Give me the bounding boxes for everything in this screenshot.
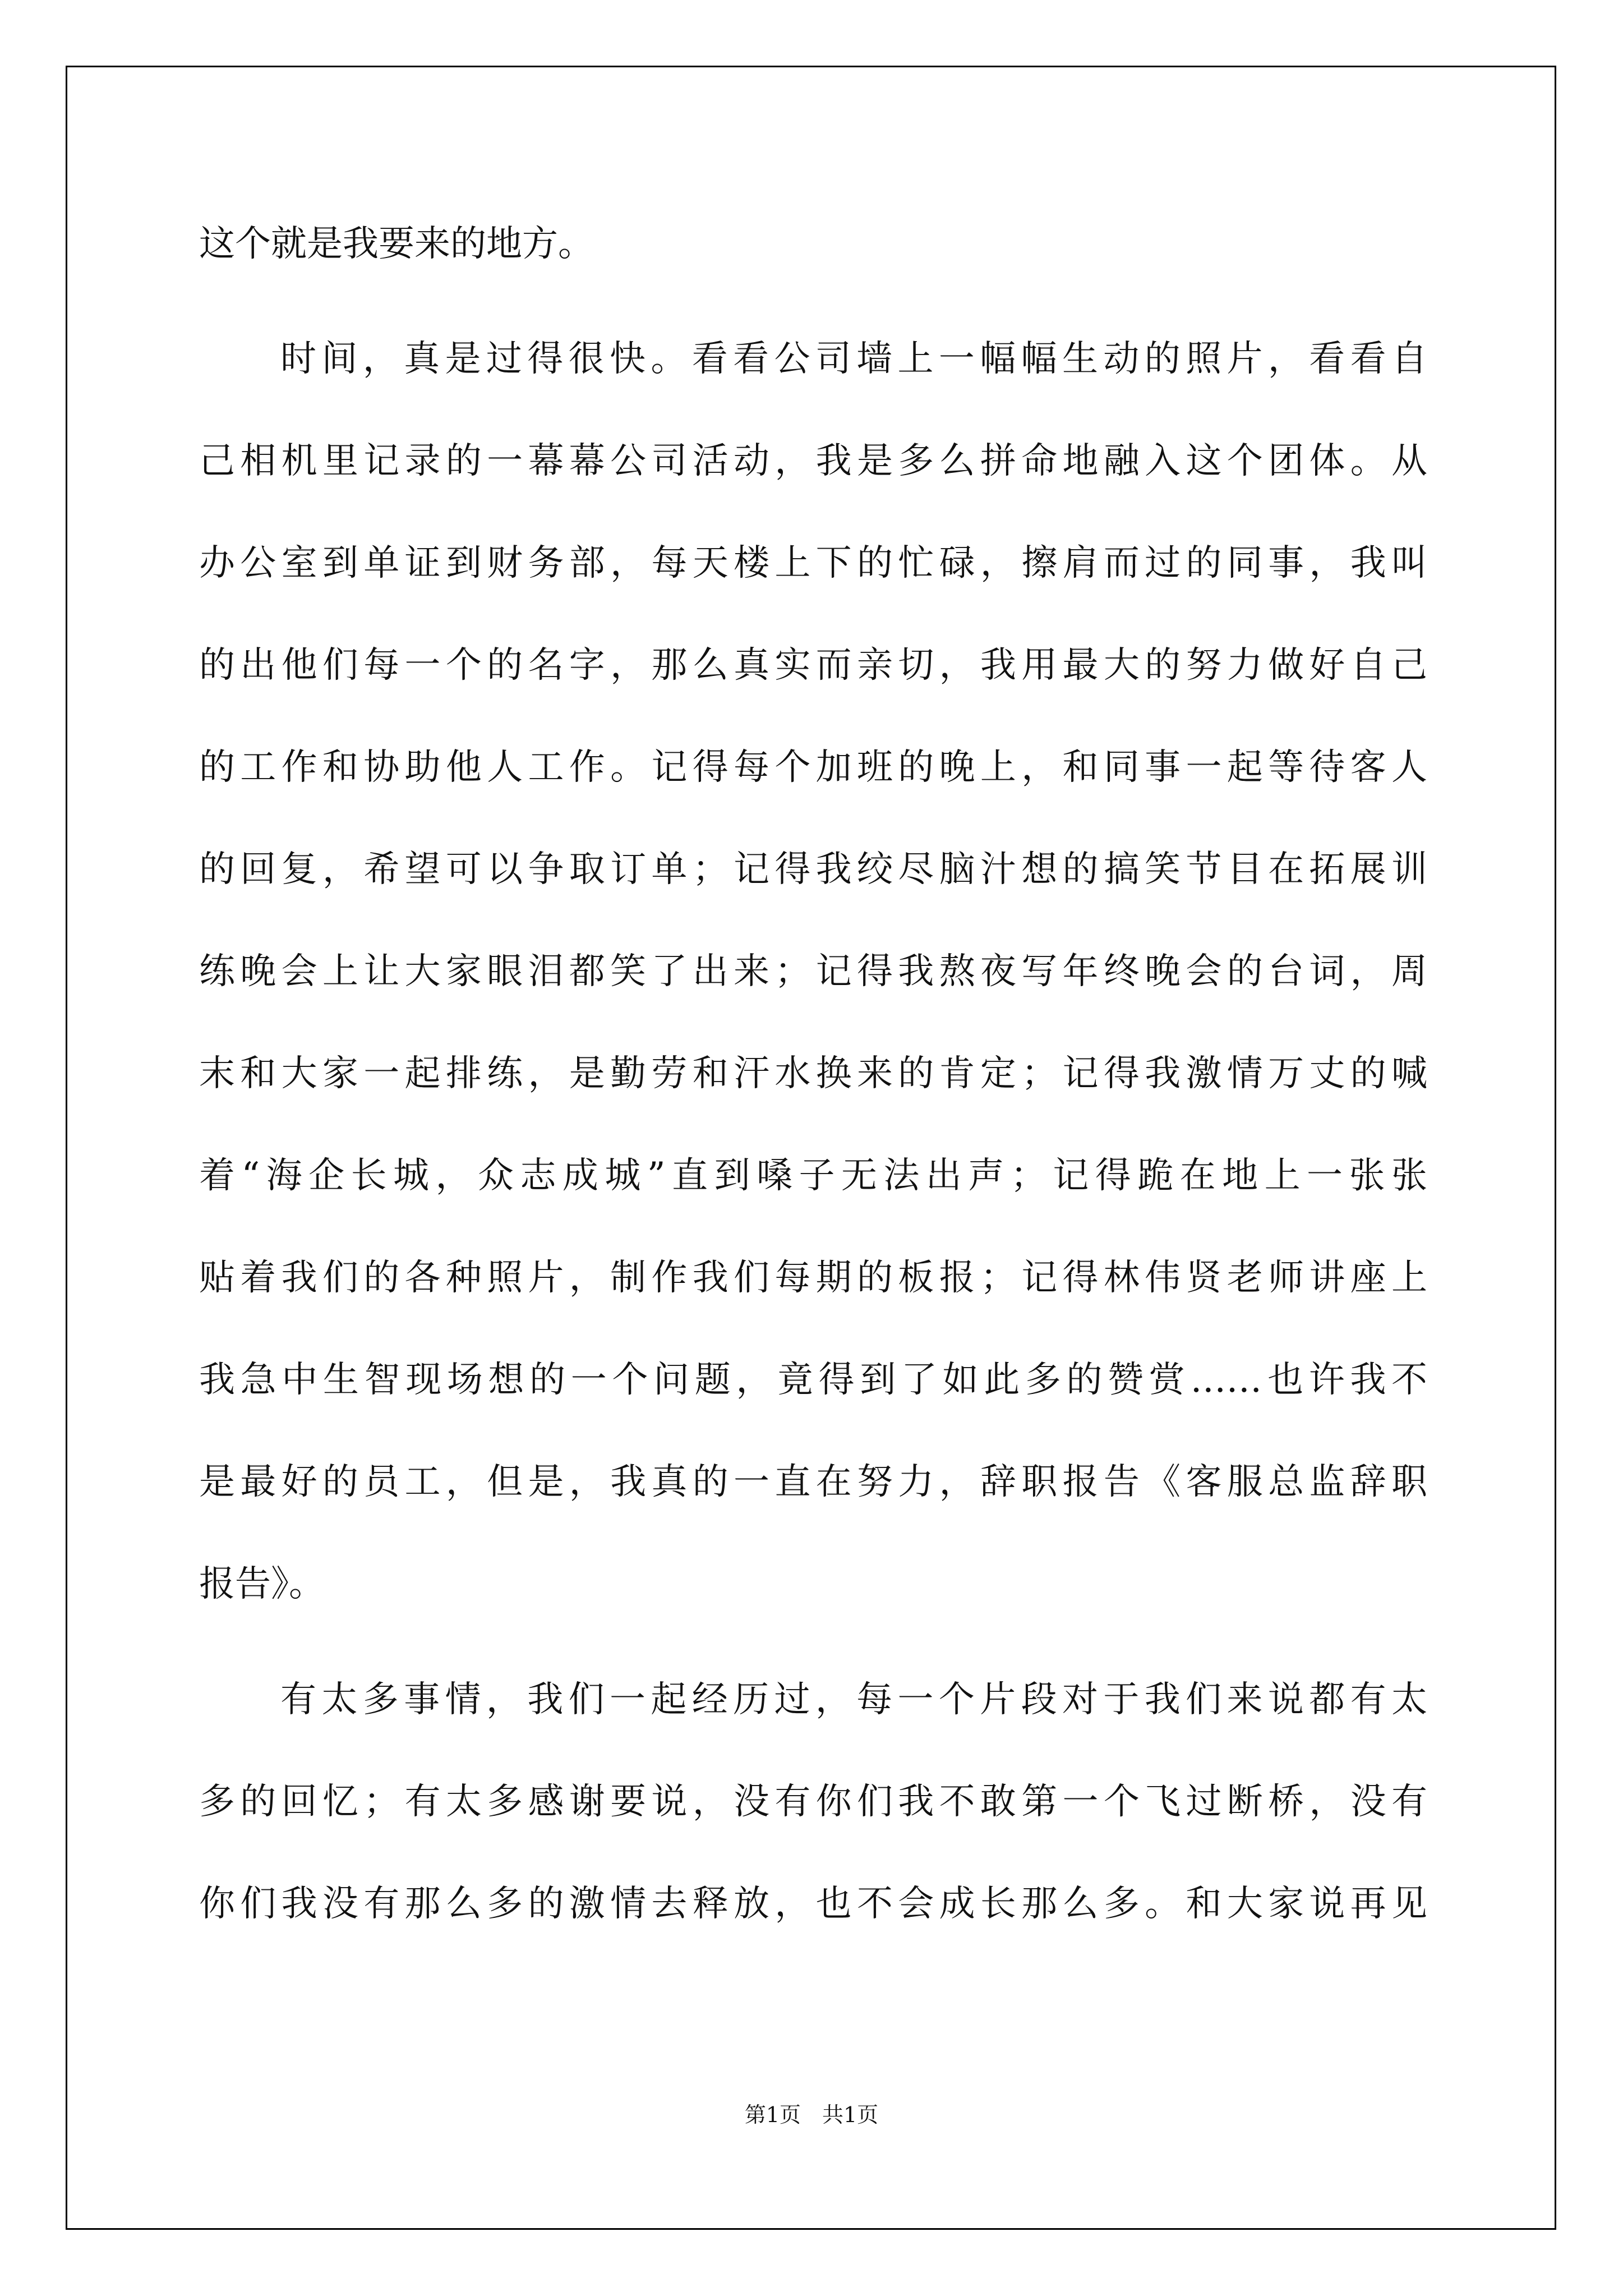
- text-line: 多的回忆；有太多感谢要说，没有你们我不敢第一个飞过断桥，没有: [199, 1781, 1427, 1823]
- text-line: 我急中生智现场想的一个问题，竟得到了如此多的赞赏……也许我不: [199, 1359, 1427, 1401]
- text-line: 你们我没有那么多的激情去释放，也不会成长那么多。和大家说再见: [199, 1883, 1427, 1925]
- paragraph-first-line: 时间，真是过得很快。看看公司墙上一幅幅生动的照片，看看自: [280, 338, 1427, 380]
- text-line: 末和大家一起排练，是勤劳和汗水换来的肯定；记得我激情万丈的喊: [199, 1053, 1427, 1094]
- text-line: 的出他们每一个的名字，那么真实而亲切，我用最大的努力做好自己: [199, 645, 1427, 686]
- paragraph-first-line: 有太多事情，我们一起经历过，每一个片段对于我们来说都有太: [280, 1679, 1427, 1720]
- text-line: 这个就是我要来的地方。: [199, 223, 594, 265]
- page-number-footer: 第1页 共1页: [744, 2102, 879, 2127]
- text-line: 是最好的员工，但是，我真的一直在努力，辞职报告《客服总监辞职: [199, 1461, 1427, 1503]
- text-line: 着“海企长城，众志成城”直到嗓子无法出声；记得跪在地上一张张: [199, 1155, 1427, 1197]
- text-line: 的回复，希望可以争取订单；记得我绞尽脑汁想的搞笑节目在拓展训: [199, 849, 1427, 890]
- text-line: 的工作和协助他人工作。记得每个加班的晚上，和同事一起等待客人: [199, 747, 1427, 788]
- text-line: 己相机里记录的一幕幕公司活动，我是多么拼命地融入这个团体。从: [199, 440, 1427, 482]
- text-line: 练晚会上让大家眼泪都笑了出来；记得我熬夜写年终晚会的台词，周: [199, 951, 1427, 992]
- text-line: 贴着我们的各种照片，制作我们每期的板报；记得林伟贤老师讲座上: [199, 1257, 1427, 1299]
- text-line: 报告》。: [199, 1563, 325, 1605]
- text-line: 办公室到单证到财务部，每天楼上下的忙碌，擦肩而过的同事，我叫: [199, 542, 1427, 584]
